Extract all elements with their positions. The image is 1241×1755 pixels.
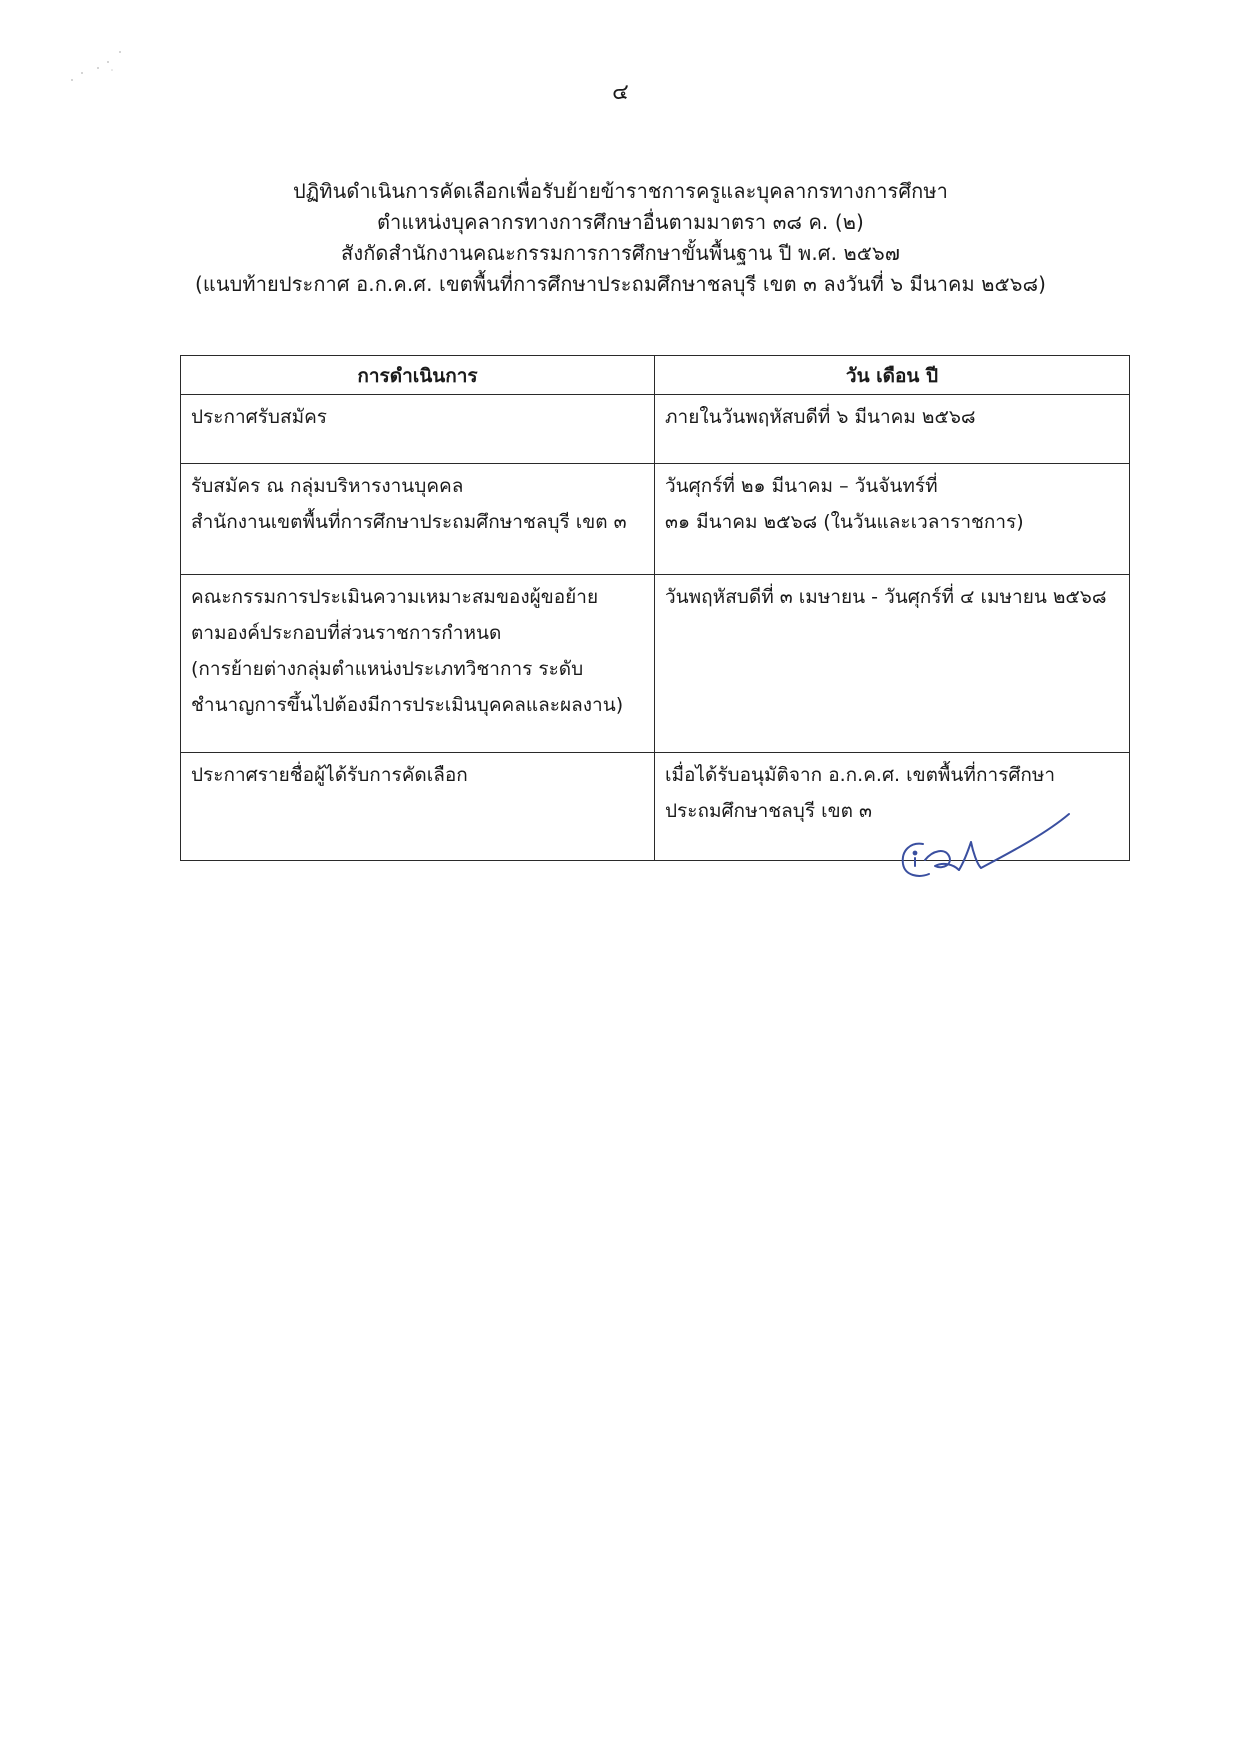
date-cell: [655, 464, 1130, 575]
date-text: ๓๑ มีนาคม ๒๕๖๘ (ในวันและเวลาราชการ): [665, 511, 1024, 533]
title-line-2: ตำแหน่งบุคลากรทางการศึกษาอื่นตามมาตรา ๓๘ ค. (๒): [377, 210, 864, 234]
column-header-action: การดำเนินการ: [181, 356, 655, 395]
action-cell: [181, 575, 655, 753]
date-text: ประถมศึกษาชลบุรี เขต ๓: [665, 800, 872, 822]
table-row: [181, 575, 1130, 753]
title-line-3: สังกัดสำนักงานคณะกรรมการการศึกษาขั้นพื้นฐาน ปี พ.ศ. ๒๕๖๗: [341, 241, 900, 265]
schedule-table: [180, 355, 1130, 861]
title-line-1: ปฏิทินดำเนินการคัดเลือกเพื่อรับย้ายข้าราชการครูและบุคลากรทางการศึกษา: [292, 179, 948, 203]
page-number: ๔: [612, 80, 629, 105]
action-text: สำนักงานเขตพื้นที่การศึกษาประถมศึกษาชลบุรี เขต ๓: [191, 511, 627, 533]
action-cell: [181, 395, 655, 464]
action-text: ประกาศรับสมัคร: [191, 406, 328, 428]
date-text: ภายในวันพฤหัสบดีที่ ๖ มีนาคม ๒๕๖๘: [665, 406, 976, 428]
table-row: [181, 395, 1130, 464]
action-text: ประกาศรายชื่อผู้ได้รับการคัดเลือก: [191, 764, 468, 786]
action-cell: [181, 753, 655, 861]
document-title: [0, 176, 1241, 300]
handwritten-signature: [893, 808, 1083, 884]
date-text: เมื่อได้รับอนุมัติจาก อ.ก.ค.ศ. เขตพื้นที่การศึกษา: [665, 764, 1056, 786]
table-row: [181, 464, 1130, 575]
action-text: รับสมัคร ณ กลุ่มบริหารงานบุคคล: [191, 475, 464, 497]
date-cell: [655, 395, 1130, 464]
date-text: วันพฤหัสบดีที่ ๓ เมษายน - วันศุกร์ที่ ๔ เมษายน ๒๕๖๘: [665, 586, 1107, 608]
date-cell: [655, 575, 1130, 753]
action-text: (การย้ายต่างกลุ่มตำแหน่งประเภทวิชาการ ระดับ: [191, 658, 584, 680]
date-text: วันศุกร์ที่ ๒๑ มีนาคม – วันจันทร์ที่: [665, 475, 938, 497]
action-text: คณะกรรมการประเมินความเหมาะสมของผู้ขอย้าย: [191, 586, 599, 608]
action-text: ตามองค์ประกอบที่ส่วนราชการกำหนด: [191, 622, 502, 644]
action-text: ชำนาญการขึ้นไปต้องมีการประเมินบุคคลและผลงาน): [191, 694, 624, 716]
action-cell: [181, 464, 655, 575]
column-header-date: วัน เดือน ปี: [655, 356, 1130, 395]
signature-strokes: [903, 814, 1069, 876]
table-header-row: [181, 356, 1130, 395]
title-line-4: (แนบท้ายประกาศ อ.ก.ค.ศ. เขตพื้นที่การศึกษาประถมศึกษาชลบุรี เขต ๓ ลงวันที่ ๖ มีนาคม ๒๕๖๘): [194, 272, 1047, 296]
